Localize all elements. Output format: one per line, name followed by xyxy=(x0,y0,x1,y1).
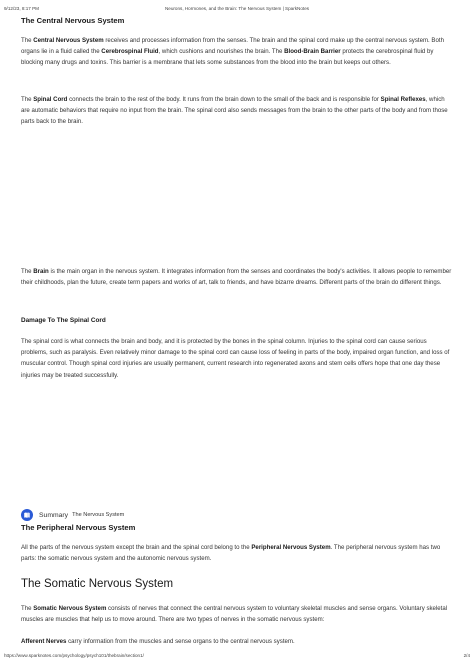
bold-term: Blood-Brain Barrier xyxy=(284,48,341,56)
bold-term: Afferent Nerves xyxy=(21,638,67,645)
bold-term: Spinal Reflexes xyxy=(380,96,426,103)
afferent-nerves-paragraph xyxy=(21,636,455,647)
damage-heading: Damage To The Spinal Cord xyxy=(21,317,106,324)
spinal-cord-paragraph xyxy=(21,94,455,128)
text-run: The xyxy=(21,268,34,275)
print-header xyxy=(4,6,470,16)
text-run: The xyxy=(21,605,34,612)
bold-term: Somatic Nervous System xyxy=(33,605,107,612)
text-run: protects the cerebrospinal fluid by blocking many drugs and toxins. This barrier is a membrane that lets some substances from the blood into the brain but keeps out others. xyxy=(21,48,434,67)
brain-paragraph xyxy=(21,266,455,288)
damage-paragraph: The spinal cord is what connects the brain and body, and it is protected by the bones in the spinal column. Injuries to the spinal cord can cause serious problems, such as paralysis. Even relatively minor damage to the spinal cord can cause loss of feeling in parts of the body, impaired organ function, and loss of muscular control. Though spinal cord injuries are usually permanent, current research into regenerated axons and stem cells offers hope that one day these injuries may be treated successfully. xyxy=(21,338,450,379)
text-run: , which cushions and nourishes the brain. The xyxy=(158,48,285,56)
print-url: https://www.sparknotes.com/psychology/psych101/thebrain/section1/ xyxy=(4,653,144,658)
bold-term: Peripheral Nervous System xyxy=(251,544,331,551)
bold-term: Spinal Cord xyxy=(33,96,68,103)
cns-paragraph-1 xyxy=(21,35,455,69)
summary-label: Summary xyxy=(39,511,69,519)
summary-book-icon xyxy=(21,509,33,521)
print-page-title: Neurons, Hormones, and the Brain: The Nervous System | SparkNotes xyxy=(164,6,310,11)
text-run: . The peripheral nervous system has two parts: the somatic nervous system and the autonomic nervous system. xyxy=(21,544,441,563)
bold-term: Central Nervous System xyxy=(33,37,104,44)
somatic-heading: The Somatic Nervous System xyxy=(21,578,174,590)
print-page-number: 2/4 xyxy=(463,653,470,658)
text-run: , which are automatic behaviors that require no input from the brain. The spinal cord also sends messages from the brain to the other parts of the body and from those parts back to the brain. xyxy=(21,96,448,126)
pns-heading: The Peripheral Nervous System xyxy=(21,523,136,532)
bold-term: Brain xyxy=(33,268,49,275)
bold-term: Cerebrospinal Fluid xyxy=(101,48,159,56)
print-date: 9/12/23, 8:17 PM xyxy=(4,6,39,11)
cns-heading: The Central Nervous System xyxy=(21,16,125,25)
text-run: carry information from the muscles and sense organs to the central nervous system. xyxy=(66,638,295,645)
summary-link-row[interactable] xyxy=(21,509,124,521)
text-run: is the main organ in the nervous system. It integrates information from the senses and coordinates the body's activities. It allows people to remember their childhoods, plan the future, create term papers and works of art, talk to friends, and have bizarre dreams. Different parts of the brain do different things. xyxy=(21,268,452,287)
somatic-paragraph-1 xyxy=(21,603,455,625)
text-run: connects the brain to the rest of the body. It runs from the brain down to the small of the back and is responsible for xyxy=(67,96,381,103)
text-run: The xyxy=(21,37,34,44)
print-footer xyxy=(4,653,470,663)
text-run: receives and processes information from the senses. The brain and the spinal cord make up the central nervous system. Both organs lie in a fluid called the xyxy=(21,37,444,56)
pns-paragraph xyxy=(21,542,455,564)
text-run: All the parts of the nervous system except the brain and the spinal cord belong to the xyxy=(21,544,252,551)
summary-topic-link[interactable]: The Nervous System xyxy=(72,512,125,518)
text-run: consists of nerves that connect the central nervous system to voluntary skeletal muscles and sense organs. Voluntary skeletal muscles are muscles that help us to move around. There are two types of nerves in the somatic nervous system: xyxy=(21,605,448,624)
text-run: The xyxy=(21,96,34,103)
